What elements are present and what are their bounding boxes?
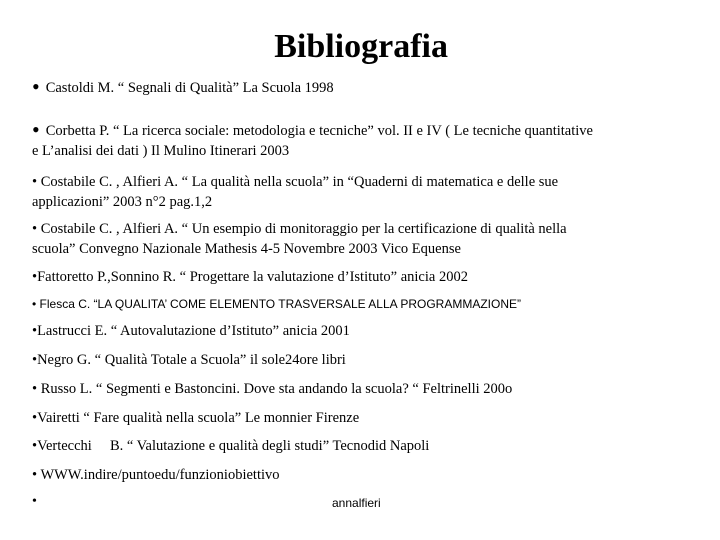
bibliography-entry-lastrucci: •Lastrucci E. “ Autovalutazione d’Istituto” anicia 2001 bbox=[32, 323, 350, 339]
bibliography-entry-costabile-1 bbox=[32, 172, 692, 212]
author-footer: annalfieri bbox=[332, 496, 381, 510]
bibliography-entry-fattoretto: •Fattoretto P.,Sonnino R. “ Progettare la valutazione d’Istituto” anicia 2002 bbox=[32, 269, 468, 285]
bibliography-entry-castoldi bbox=[32, 74, 692, 99]
entry-text-continued: applicazioni” 2003 n°2 pag.1,2 bbox=[32, 194, 213, 210]
entry-text: Castoldi M. “ Segnali di Qualità” La Scuola 1998 bbox=[45, 80, 334, 96]
bibliography-entry-flesca: • Flesca C. “LA QUALITA’ COME ELEMENTO TRASVERSALE ALLA PROGRAMMAZIONE” bbox=[32, 297, 521, 311]
bibliography-entry-negro: •Negro G. “ Qualità Totale a Scuola” il sole24ore libri bbox=[32, 352, 346, 368]
bullet-icon: • bbox=[32, 74, 40, 99]
entry-text: • Costabile C. , Alfieri A. “ Un esempio di monitoraggio per la certificazione di qualità nella bbox=[32, 221, 567, 237]
bibliography-entry-vertecchi: •Vertecchi B. “ Valutazione e qualità degli studi” Tecnodid Napoli bbox=[32, 438, 430, 454]
entry-text: • Costabile C. , Alfieri A. “ La qualità nella scuola” in “Quaderni di matematica e delle sue bbox=[32, 174, 559, 190]
bibliography-entry-costabile-2 bbox=[32, 219, 692, 259]
footer-bullet: • bbox=[32, 494, 37, 509]
bibliography-entry-russo: • Russo L. “ Segmenti e Bastoncini. Dove sta andando la scuola? “ Feltrinelli 200o bbox=[32, 381, 513, 397]
bullet-icon: • bbox=[32, 117, 40, 142]
entry-text-continued: e L’analisi dei dati ) Il Mulino Itinerari 2003 bbox=[32, 143, 290, 159]
page-title: Bibliografia bbox=[274, 28, 448, 65]
entry-text: Corbetta P. “ La ricerca sociale: metodologia e tecniche” vol. II e IV ( Le tecniche quantitative bbox=[45, 123, 593, 139]
bibliography-entry-corbetta bbox=[32, 117, 692, 161]
bibliography-entry-vairetti: •Vairetti “ Fare qualità nella scuola” Le monnier Firenze bbox=[32, 410, 360, 426]
bibliography-entry-website: • WWW.indire/puntoedu/funzioniobiettivo bbox=[32, 467, 280, 483]
entry-text-continued: scuola” Convegno Nazionale Mathesis 4-5 Novembre 2003 Vico Equense bbox=[32, 241, 461, 257]
